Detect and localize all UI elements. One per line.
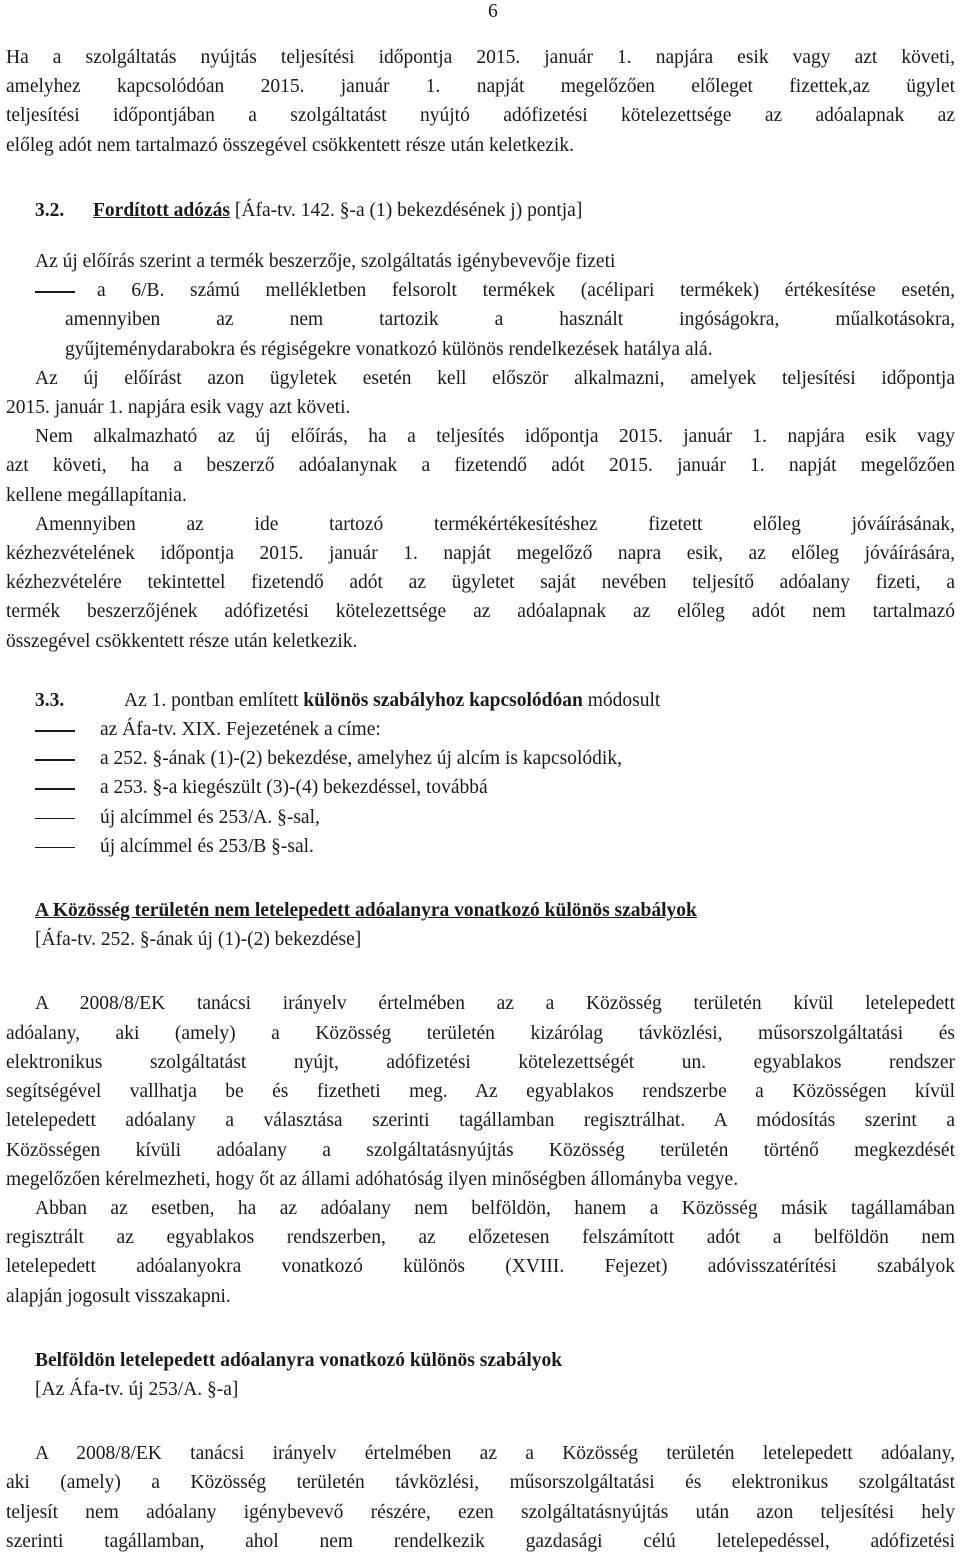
text-line: teljesítési időpontjában a szolgáltatást nyújtó adófizetési kötelezettsége az adóalapnak az — [6, 105, 955, 127]
text-line: Az új előírást azon ügyletek esetén kell először alkalmazni, amelyek teljesítési időpontja — [35, 367, 955, 389]
text-line: amelyhez kapcsolódóan 2015. január 1. napját megelőzően előleget fizettek,az ügylet — [6, 76, 955, 98]
text-line: összegével csökkentett része után keletkezik. — [6, 630, 358, 652]
text-line: kézhezvételére tekintettel fizetendő adót az ügyletet saját nevében teljesítő adóalany fizeti, a — [6, 572, 955, 594]
list-item: az Áfa-tv. XIX. Fejezetének a címe: — [35, 715, 955, 744]
heading-non-established: A Közösség területén nem letelepedett adóalanyra vonatkozó különös szabályok — [35, 900, 697, 922]
text-line: regisztrált az egyablakos rendszerben, az előzetesen felszámított adót a belföldön nem — [6, 1227, 955, 1249]
text-line: kellene megállapítania. — [6, 484, 187, 506]
text-line: segítségével vallhatja be és fizetheti meg. Az egyablakos rendszerbe a Közösségen kívül — [6, 1081, 955, 1103]
text-line: A 2008/8/EK tanácsi irányelv értelmében az a Közösség területén letelepedett adóalany, — [35, 1443, 955, 1465]
text-line: termék beszerzőjének adófizetési kötelezettsége az adóalapnak az előleg adót nem tartalmazó — [6, 601, 955, 623]
list-item: a 252. §-ának (1)-(2) bekezdése, amelyhez új alcím is kapcsolódik, — [35, 744, 955, 773]
text-line: amennyiben az nem tartozik a használt ingóságokra, műalkotásokra, — [65, 309, 955, 331]
intro-paragraph — [6, 43, 955, 160]
non-established-body — [6, 989, 955, 1310]
section-reference: [Áfa-tv. 142. §-a (1) bekezdésének j) pontja] — [230, 199, 583, 221]
text-line: alapján jogosult visszakapni. — [6, 1285, 231, 1307]
text-line: előleg adót nem tartalmazó összegével csökkentett része után keletkezik. — [6, 134, 574, 156]
text-line: aki (amely) a Közösség területén távközlési, műsorszolgáltatási és elektronikus szolgáltatást — [6, 1472, 955, 1494]
list-item: új alcímmel és 253/A. §-sal, — [35, 803, 955, 832]
text-line: megelőzően kérelmezheti, hogy őt az állami adóhatóság ilyen minőségben állományba vegye. — [6, 1168, 739, 1190]
text-line: A 2008/8/EK tanácsi irányelv értelmében az a Közösség területén kívül letelepedett — [35, 993, 955, 1015]
text-line: Nem alkalmazható az új előírás, ha a teljesítés időpontja 2015. január 1. napjára esik vagy — [35, 426, 955, 448]
list-item: a 253. §-a kiegészült (3)-(4) bekezdéssel, továbbá — [35, 773, 955, 802]
section-3-2-body — [6, 247, 955, 393]
text-line: letelepedett adóalany a választása szerinti tagállamban regisztrálhat. A módosítás szerint a — [6, 1110, 955, 1132]
list-item: új alcímmel és 253/B §-sal. — [35, 832, 955, 861]
document-page — [6, 0, 955, 1556]
section-text-bold: különös szabályhoz kapcsolódóan — [303, 689, 583, 711]
domestic-established-body — [6, 1439, 955, 1556]
section-title: Fordított adózás — [93, 199, 231, 221]
heading-domestic-established: Belföldön letelepedett adóalanyra vonatkozó különös szabályok — [35, 1349, 563, 1371]
text-line: 2015. január 1. napjára esik vagy azt követi. — [6, 397, 351, 419]
dash-item-line: a 6/B. számú mellékletben felsorolt termékek (acélipari termékek) értékesítése esetén, — [35, 276, 955, 305]
text-line: teljesít nem adóalany igénybevevő részére, ezen szolgáltatásnyújtás után azon teljesítési hely — [6, 1501, 955, 1523]
text-line: elektronikus szolgáltatást nyújt, adófizetési kötelezettségét un. egyablakos rendszer — [6, 1051, 955, 1073]
text-line: azt követi, ha a beszerző adóalanynak a fizetendő adót 2015. január 1. napját megelőzően — [6, 455, 955, 477]
section-number: 3.3. — [35, 689, 65, 711]
section-number: 3.2. — [35, 199, 65, 221]
page-number: 6 — [488, 1, 498, 22]
text-line: szerinti tagállamban, ahol nem rendelkezik gazdasági célú letelepedéssel, adófizetési — [6, 1530, 955, 1552]
text-line: Amennyiben az ide tartozó termékértékesítéshez fizetett előleg jóváírásának, — [35, 513, 955, 535]
text-line: letelepedett adóalanyokra vonatkozó különös (XVIII. Fejezet) adóvisszatérítési szabályok — [6, 1256, 955, 1278]
amendment-list — [6, 715, 955, 861]
text-line: Abban az esetben, ha az adóalany nem belföldön, hanem a Közösség másik tagállamában — [35, 1197, 955, 1219]
section-text: módosult — [582, 689, 661, 711]
section-3-3-heading — [6, 686, 955, 715]
text-line: gyűjteménydarabokra és régiségekre vonatkozó különös rendelkezések hatálya alá. — [65, 338, 713, 360]
text-line: Közösségen kívüli adóalany a szolgáltatásnyújtás Közösség területén történő megkezdését — [6, 1139, 955, 1161]
text-line: kézhezvételének időpontja 2015. január 1. napját megelőző napra esik, az előleg jóváírására, — [6, 543, 955, 565]
heading-reference: [Az Áfa-tv. új 253/A. §-a] — [35, 1378, 239, 1400]
text-line: Az új előírás szerint a termék beszerzője, szolgáltatás igénybevevője fizeti — [35, 251, 616, 273]
text-line: Ha a szolgáltatás nyújtás teljesítési időpontja 2015. január 1. napjára esik vagy azt követi, — [6, 47, 955, 68]
section-text: Az 1. pontban említett — [124, 689, 304, 711]
text-line: adóalany, aki (amely) a Közösség területén kizárólag távközlési, műsorszolgáltatási és — [6, 1022, 955, 1044]
section-3-2-heading — [6, 196, 955, 225]
heading-reference: [Áfa-tv. 252. §-ának új (1)-(2) bekezdése] — [35, 929, 362, 951]
